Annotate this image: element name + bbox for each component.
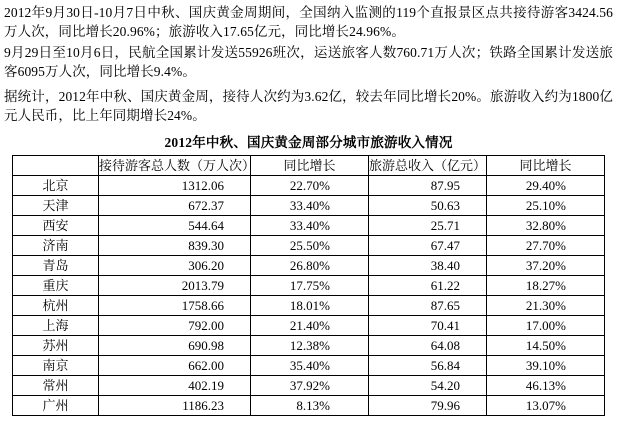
column-header-city: [13, 156, 99, 176]
paragraph-2: 9月29日至10月6日，民航全国累计发送55926班次，运送旅客人数760.71万人次；铁路全国累计发送旅客6095万人次，同比增长9.4%。: [4, 45, 613, 79]
cell-revenue-growth: 13.07%: [487, 396, 605, 416]
cell-visitors: 1186.23: [99, 396, 251, 416]
table-row: [13, 356, 605, 376]
cell-revenue-growth: 25.10%: [487, 196, 605, 216]
cell-revenue-growth: 46.13%: [487, 376, 605, 396]
cell-revenue: 70.41: [369, 316, 487, 336]
table-row: [13, 196, 605, 216]
cell-visitor-growth: 17.75%: [251, 276, 369, 296]
cell-revenue-growth: 27.70%: [487, 236, 605, 256]
column-header-revenue-growth: 同比增长: [487, 156, 605, 176]
cell-revenue: 50.63: [369, 196, 487, 216]
paragraph-1: 2012年9月30日-10月7日中秋、国庆黄金周期间，全国纳入监测的119个直报景区点共接待游客3424.56万人次，同比增长20.96%；旅游收入17.65亿元，同比增长24.96%。: [4, 5, 613, 39]
cell-visitor-growth: 21.40%: [251, 316, 369, 336]
cell-visitors: 662.00: [99, 356, 251, 376]
cell-revenue: 25.71: [369, 216, 487, 236]
cell-visitor-growth: 35.40%: [251, 356, 369, 376]
table-row: [13, 316, 605, 336]
paragraph-3: 据统计，2012年中秋、国庆黄金周，接待人次约为3.62亿，较去年同比增长20%。旅游收入约为1800亿元人民币，比上年同期增长24%。: [4, 89, 613, 123]
cell-visitors: 1758.66: [99, 296, 251, 316]
table-row: [13, 376, 605, 396]
cell-visitor-growth: 33.40%: [251, 216, 369, 236]
table-row: [13, 336, 605, 356]
cell-city: 常州: [13, 376, 99, 396]
table-header-row: [13, 156, 605, 176]
column-header-revenue: 旅游总收入（亿元）: [369, 156, 487, 176]
cell-visitors: 306.20: [99, 256, 251, 276]
cell-city: 广州: [13, 396, 99, 416]
table-row: [13, 216, 605, 236]
cell-city: 上海: [13, 316, 99, 336]
cell-city: 南京: [13, 356, 99, 376]
cell-visitors: 690.98: [99, 336, 251, 356]
cell-revenue: 64.08: [369, 336, 487, 356]
cell-city: 天津: [13, 196, 99, 216]
cell-city: 青岛: [13, 256, 99, 276]
cell-visitor-growth: 8.13%: [251, 396, 369, 416]
table-row: [13, 236, 605, 256]
cell-revenue: 67.47: [369, 236, 487, 256]
cell-visitors: 672.37: [99, 196, 251, 216]
cell-revenue: 87.65: [369, 296, 487, 316]
cell-revenue-growth: 18.27%: [487, 276, 605, 296]
cell-visitors: 544.64: [99, 216, 251, 236]
cell-revenue: 87.95: [369, 176, 487, 196]
table-row: [13, 276, 605, 296]
cell-revenue: 56.84: [369, 356, 487, 376]
table-row: [13, 176, 605, 196]
cell-city: 北京: [13, 176, 99, 196]
table-row: [13, 296, 605, 316]
cell-city: 杭州: [13, 296, 99, 316]
cell-visitor-growth: 33.40%: [251, 196, 369, 216]
cell-revenue-growth: 32.80%: [487, 216, 605, 236]
cell-revenue: 54.20: [369, 376, 487, 396]
cell-city: 苏州: [13, 336, 99, 356]
cell-revenue-growth: 17.00%: [487, 316, 605, 336]
tourism-revenue-table: [12, 155, 605, 416]
cell-visitor-growth: 12.38%: [251, 336, 369, 356]
cell-revenue-growth: 21.30%: [487, 296, 605, 316]
cell-visitor-growth: 18.01%: [251, 296, 369, 316]
cell-revenue: 61.22: [369, 276, 487, 296]
cell-revenue-growth: 37.20%: [487, 256, 605, 276]
column-header-visitors: 接待游客总人数（万人次）: [99, 156, 251, 176]
cell-city: 重庆: [13, 276, 99, 296]
cell-visitor-growth: 22.70%: [251, 176, 369, 196]
cell-visitors: 2013.79: [99, 276, 251, 296]
cell-visitors: 839.30: [99, 236, 251, 256]
column-header-visitor-growth: 同比增长: [251, 156, 369, 176]
table-row: [13, 396, 605, 416]
cell-visitor-growth: 26.80%: [251, 256, 369, 276]
cell-visitor-growth: 25.50%: [251, 236, 369, 256]
cell-visitor-growth: 37.92%: [251, 376, 369, 396]
table-title: 2012年中秋、国庆黄金周部分城市旅游收入情况: [164, 135, 453, 150]
table-row: [13, 256, 605, 276]
cell-visitors: 1312.06: [99, 176, 251, 196]
cell-revenue-growth: 39.10%: [487, 356, 605, 376]
cell-visitors: 792.00: [99, 316, 251, 336]
cell-revenue: 38.40: [369, 256, 487, 276]
cell-revenue-growth: 14.50%: [487, 336, 605, 356]
cell-revenue-growth: 29.40%: [487, 176, 605, 196]
cell-city: 济南: [13, 236, 99, 256]
cell-city: 西安: [13, 216, 99, 236]
cell-revenue: 79.96: [369, 396, 487, 416]
cell-visitors: 402.19: [99, 376, 251, 396]
